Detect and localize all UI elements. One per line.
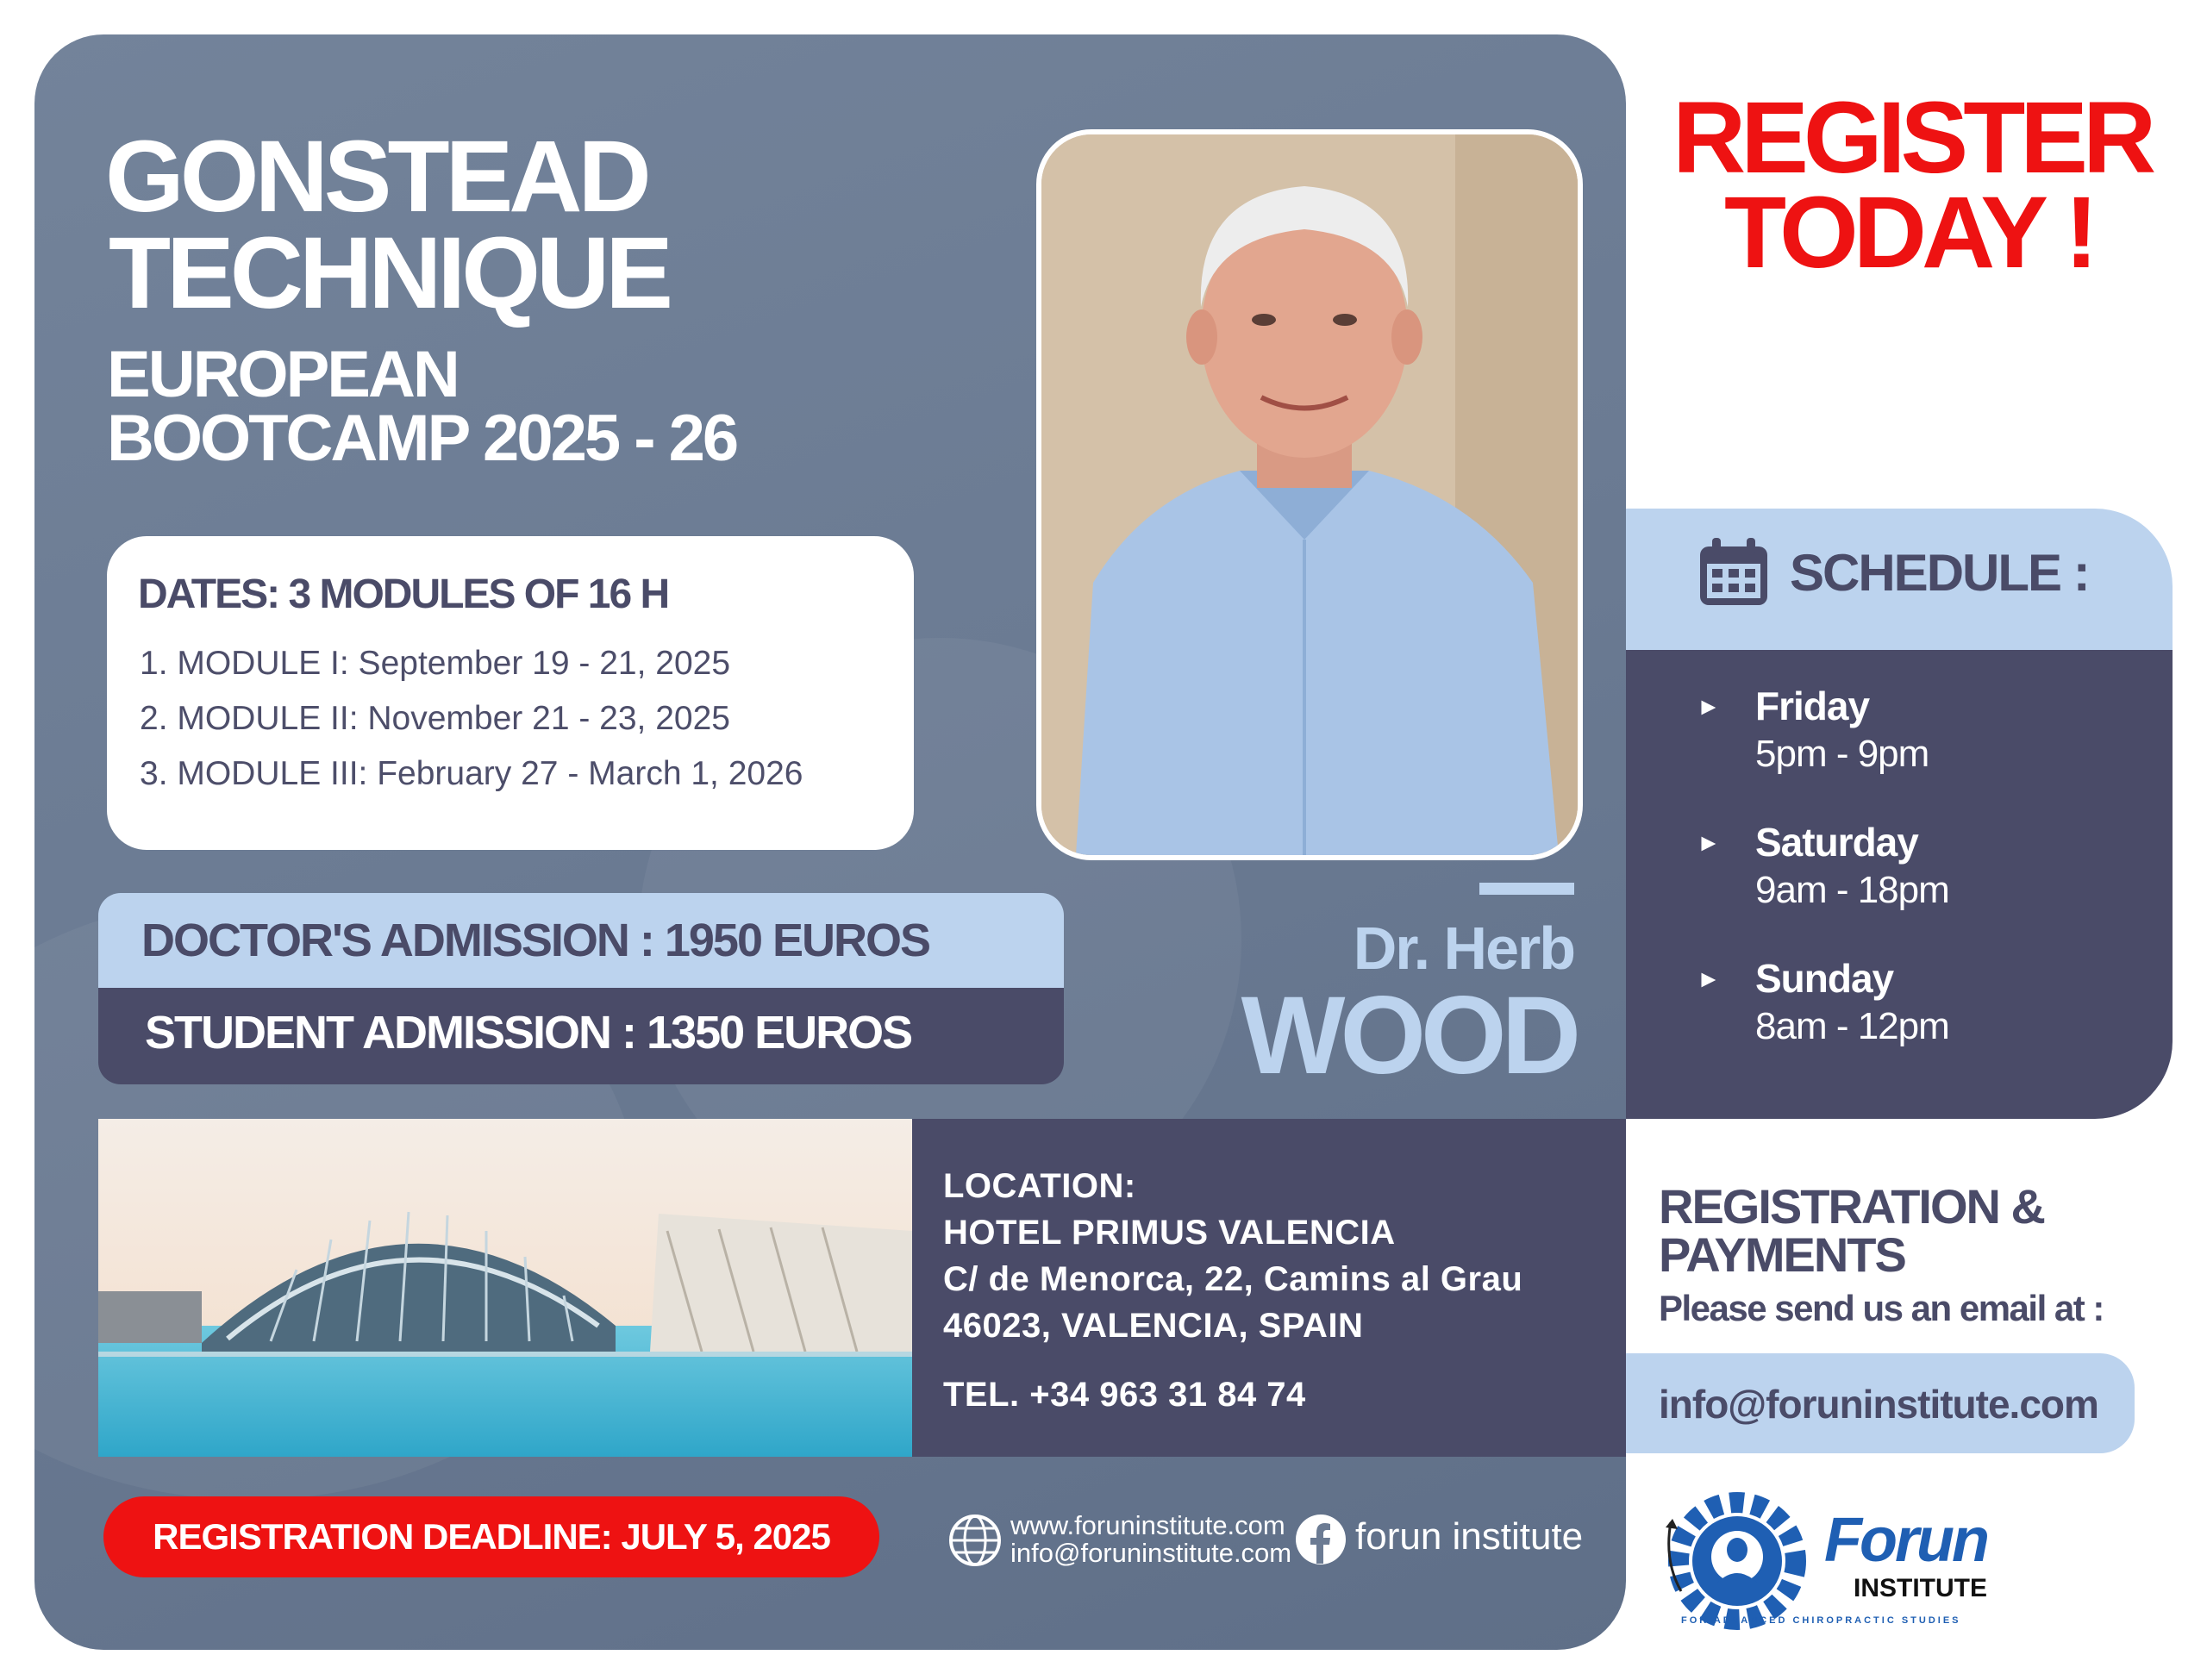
dates-card <box>107 536 914 850</box>
register-line-2: TODAY ! <box>1724 176 2093 290</box>
register-line-1: REGISTER <box>1672 81 2152 195</box>
module-item: 1. MODULE I: September 19 - 21, 2025 <box>140 645 731 682</box>
speaker-last-name: WOOD <box>1241 974 1576 1097</box>
student-admission-bar <box>98 988 1064 1084</box>
speaker-first-name: Dr. Herb <box>1353 915 1574 982</box>
doctor-admission-bar <box>98 893 1064 988</box>
registration-email-link[interactable]: info@foruninstitute.com <box>1659 1382 2098 1427</box>
location-tel: TEL. +34 963 31 84 74 <box>943 1376 1306 1414</box>
schedule-body <box>1626 650 2173 1119</box>
dates-heading: DATES: 3 MODULES OF 16 H <box>138 571 669 617</box>
day-name: Sunday <box>1755 956 1894 1001</box>
location-box <box>912 1119 1626 1457</box>
title-line-2: TECHNIQUE <box>109 216 669 330</box>
facebook-icon <box>1295 1514 1347 1570</box>
doctor-admission-text: DOCTOR'S ADMISSION : 1950 EUROS <box>141 915 930 966</box>
venue-photo <box>98 1119 912 1457</box>
student-admission-text: STUDENT ADMISSION : 1350 EUROS <box>145 1007 912 1059</box>
logo-tagline: FOR ADVANCED CHIROPRACTIC STUDIES <box>1681 1615 1961 1626</box>
speaker-photo <box>1036 129 1583 860</box>
calendar-icon <box>1697 536 1771 613</box>
day-time: 8am - 12pm <box>1755 1005 1949 1047</box>
logo-sub: INSTITUTE <box>1854 1574 1987 1602</box>
location-hotel: HOTEL PRIMUS VALENCIA <box>943 1214 1396 1252</box>
registration-line-1: REGISTRATION & <box>1659 1179 2044 1233</box>
title-line-1: GONSTEAD <box>105 120 647 234</box>
title-line-4: BOOTCAMP 2025 - 26 <box>107 402 737 475</box>
globe-icon <box>948 1514 1002 1571</box>
schedule-day <box>1755 819 1949 912</box>
module-item: 3. MODULE III: February 27 - March 1, 2026 <box>140 755 803 792</box>
location-label: LOCATION: <box>943 1167 1136 1205</box>
schedule-day <box>1755 955 1949 1048</box>
schedule-day <box>1755 683 1929 776</box>
location-street: C/ de Menorca, 22, Camins al Grau <box>943 1260 1523 1298</box>
arrow-icon: ► <box>1697 693 1721 720</box>
registration-line-2: PAYMENTS <box>1659 1227 1905 1282</box>
day-time: 5pm - 9pm <box>1755 733 1929 775</box>
location-city: 46023, VALENCIA, SPAIN <box>943 1307 1364 1345</box>
schedule-header <box>1626 509 2173 650</box>
website-link[interactable]: www.foruninstitute.com <box>1010 1510 1285 1540</box>
email-pill <box>1626 1353 2135 1453</box>
registration-line-3: Please send us an email at : <box>1659 1288 2104 1328</box>
logo-name: Forun <box>1824 1506 1987 1575</box>
schedule-heading: SCHEDULE : <box>1790 544 2089 602</box>
deadline-banner: REGISTRATION DEADLINE: JULY 5, 2025 <box>103 1496 879 1577</box>
title-line-3: EUROPEAN <box>107 338 458 411</box>
day-name: Saturday <box>1755 820 1918 865</box>
arrow-icon: ► <box>1697 965 1721 992</box>
day-time: 9am - 18pm <box>1755 869 1949 911</box>
contact-email-link[interactable]: info@foruninstitute.com <box>1010 1538 1292 1568</box>
arrow-icon: ► <box>1697 829 1721 856</box>
facebook-link[interactable]: forun institute <box>1355 1515 1584 1558</box>
module-item: 2. MODULE II: November 21 - 23, 2025 <box>140 700 730 737</box>
day-name: Friday <box>1755 684 1870 728</box>
name-divider <box>1479 883 1574 895</box>
